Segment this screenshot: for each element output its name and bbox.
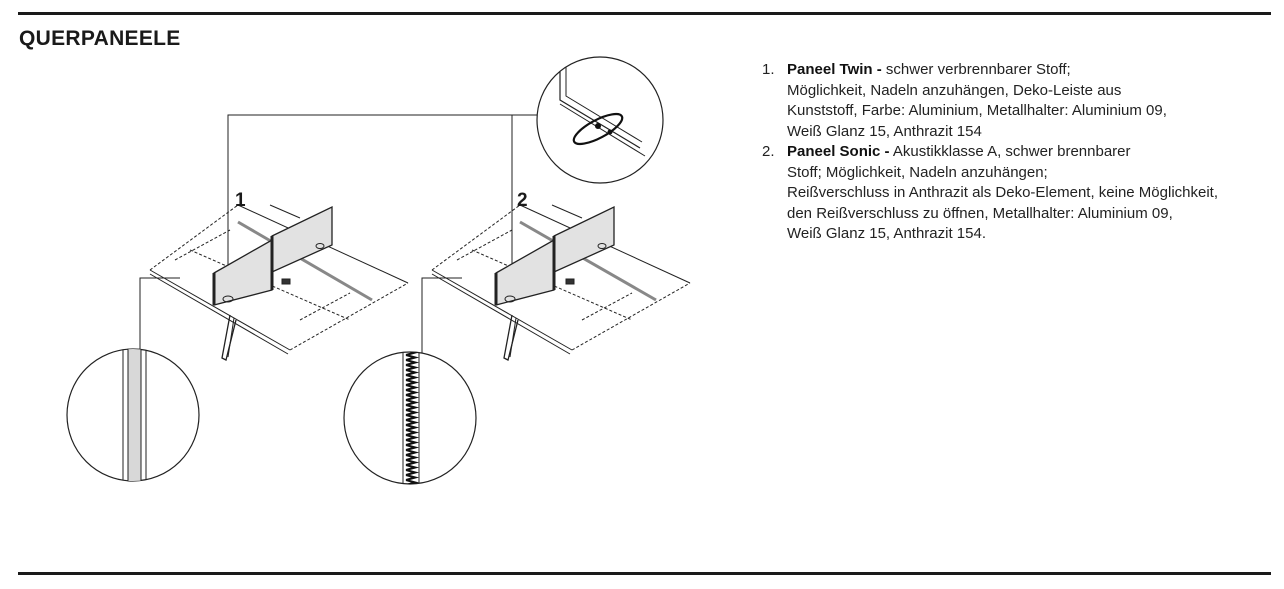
item-first-line: Akustikklasse A, schwer brennbarer	[889, 143, 1131, 160]
desk-2-drawing	[422, 205, 690, 360]
item-line: den Reißverschluss zu öffnen, Metallhalter: Aluminium 09,	[787, 204, 1173, 222]
item-name: Paneel Twin -	[787, 61, 882, 78]
list-item	[762, 60, 1272, 142]
list-item	[762, 142, 1272, 245]
item-line: Weiß Glanz 15, Anthrazit 154.	[787, 225, 986, 242]
bottom-rule	[18, 572, 1271, 575]
detail-circle-top	[537, 57, 663, 183]
item-line: Möglichkeit, Nadeln anzuhängen, Deko-Leiste aus	[787, 81, 1122, 99]
item-name: Paneel Sonic -	[787, 143, 890, 160]
item-line: Stoff; Möglichkeit, Nadeln anzuhängen;	[787, 163, 1048, 181]
item-number: 2.	[762, 143, 775, 160]
zipper-tooth	[406, 485, 415, 490]
detail-circle-sonic-zipper	[344, 350, 476, 490]
item-line: Weiß Glanz 15, Anthrazit 154	[787, 122, 982, 140]
description-list	[762, 60, 1272, 245]
item-number: 1.	[762, 61, 775, 78]
page-title: QUERPANEELE	[19, 27, 181, 50]
detail-circle-twin	[67, 345, 199, 485]
item-first-line: schwer verbrennbarer Stoff;	[881, 61, 1071, 78]
item-line: Kunststoff, Farbe: Aluminium, Metallhalter: Aluminium 09,	[787, 102, 1167, 119]
figure-label-1: 1	[235, 190, 246, 211]
figure-label-2: 2	[517, 190, 528, 211]
item-line: Reißverschluss in Anthrazit als Deko-Element, keine Möglichkeit,	[787, 184, 1219, 201]
desk-1-drawing	[140, 205, 408, 360]
